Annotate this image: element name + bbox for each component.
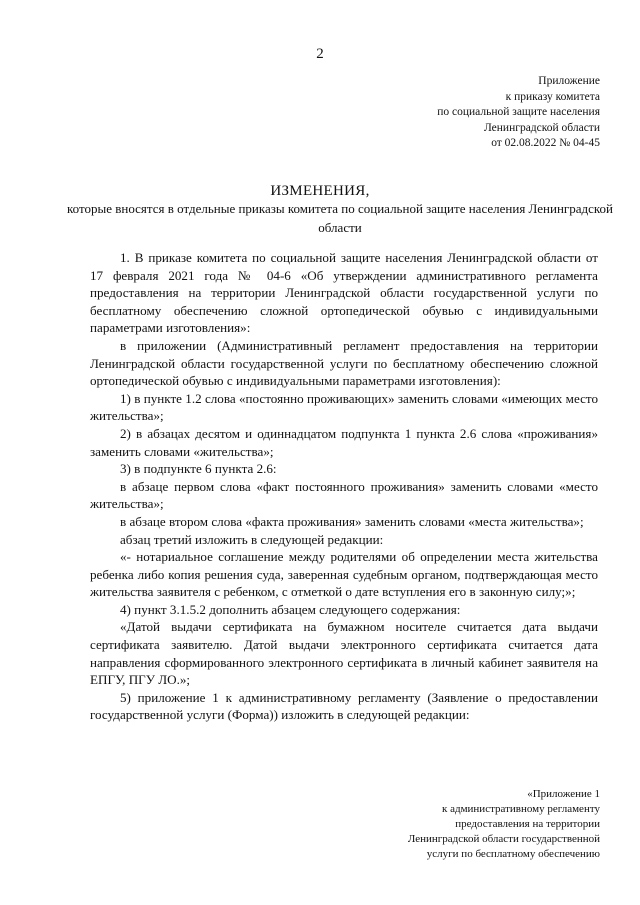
body-paragraph: 2) в абзацах десятом и одиннадцатом подпункта 1 пункта 2.6 слова «проживания» заменить словами «жительства»; [90, 425, 598, 459]
attachment-header [437, 74, 600, 152]
attachment-footer-line: предоставления на территории [455, 818, 600, 830]
page-number: 2 [316, 46, 324, 62]
body-paragraph: 4) пункт 3.1.5.2 дополнить абзацем следующего содержания: [120, 601, 461, 617]
body-paragraph: 1. В приказе комитета по социальной защите населения Ленинградской области от 17 февраля 2021 года № 04-6 «Об утверждении административного регламента предоставления на территории Ленинградской области государственной услуги по бесплатному обеспечению сложной ортопедической обувью с индивидуальными параметрами изготовления»: [90, 250, 598, 336]
body-paragraph: в абзаце первом слова «факт постоянного проживания» заменить словами «место жительства»; [90, 478, 598, 512]
attachment-footer-line: Ленинградской области государственной [407, 833, 600, 845]
document-body [90, 249, 598, 724]
attachment-header-line: по социальной защите населения [437, 106, 600, 118]
attachment-footer-line: услуги по бесплатному обеспечению [426, 848, 600, 860]
body-paragraph: «- нотариальное соглашение между родителями об определении места жительства ребенка либо копия решения суда, заверенная судебным органом, подтверждающая место жительства заявителя с ребенком, с отметкой о дате вступления его в законную силу;»; [90, 549, 598, 600]
body-paragraph: абзац третий изложить в следующей редакции: [120, 531, 384, 547]
attachment-footer-line: к административному регламенту [442, 803, 600, 815]
attachment-header-line: к приказу комитета [505, 90, 600, 103]
attachment-header-line: Приложение [538, 75, 600, 87]
body-paragraph: «Датой выдачи сертификата на бумажном носителе считается дата выдачи сертификата заявителю. Датой выдачи электронного сертификата считается дата направления сформированного электронного сертификата в личный кабинет заявителя на ЕПГУ, ПГУ ЛО.»; [90, 619, 598, 688]
body-paragraph: 5) приложение 1 к административному регламенту (Заявление о предоставлении государственной услуги (Форма)) изложить в следующей редакции: [90, 689, 598, 723]
body-paragraph: в приложении (Административный регламент предоставления на территории Ленинградской области государственной услуги по бесплатному обеспечению сложной ортопедической обувью с индивидуальными параметрами изготовления): [90, 337, 598, 389]
attachment-header-line: от 02.08.2022 № 04-45 [491, 137, 600, 149]
attachment-header-line: Ленинградской области [483, 121, 600, 134]
attachment-footer-line: «Приложение 1 [527, 788, 600, 800]
document-title: ИЗМЕНЕНИЯ, [270, 183, 370, 199]
body-paragraph: 3) в подпункте 6 пункта 2.6: [120, 461, 277, 477]
document-subtitle: которые вносятся в отдельные приказы комитета по социальной защите населения Ленинградской области [66, 201, 614, 235]
body-paragraph: 1) в пункте 1.2 слова «постоянно проживающих» заменить словами «имеющих место жительства»; [90, 390, 598, 424]
attachment-footer [408, 787, 600, 862]
body-paragraph: в абзаце втором слова «факта проживания» заменить словами «места жительства»; [120, 513, 584, 529]
